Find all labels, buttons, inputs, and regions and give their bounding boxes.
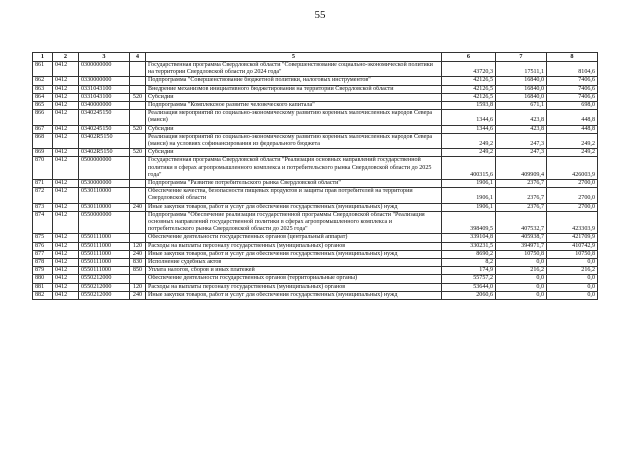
amount-year-1: 8690,2 [442,250,496,258]
table-row [33,180,598,188]
table-row [33,85,598,93]
expense-type-code: 240 [130,250,146,258]
amount-year-1: 1344,6 [442,125,496,133]
item-name: Подпрограмма "Совершенствование бюджетной политики, налоговых инструментов" [146,77,442,85]
item-name: Субсидии [146,93,442,101]
amount-year-2: 423,8 [496,125,547,133]
amount-year-3: 2700,0 [547,188,598,203]
table-row [33,234,598,242]
amount-year-3: 0,0 [547,291,598,299]
section-code: 0412 [53,157,79,180]
target-article-code: 03402R5150 [79,149,130,157]
amount-year-3: 249,2 [547,149,598,157]
amount-year-2: 247,3 [496,133,547,148]
row-number: 868 [33,133,53,148]
amount-year-2: 2376,7 [496,188,547,203]
amount-year-3: 423303,9 [547,211,598,234]
row-number: 878 [33,259,53,267]
section-code: 0412 [53,180,79,188]
amount-year-1: 42126,5 [442,77,496,85]
item-name: Государственная программа Свердловской области "Совершенствование социально-экономической политики на территории Свердловской области до 2024 года" [146,62,442,77]
item-name: Государственная программа Свердловской области "Реализация основных направлений государственной политики в сферах агропромышленного комплекса и потребительского рынка Свердловской области до 2025 года" [146,157,442,180]
target-article-code: 0340000000 [79,102,130,110]
target-article-code: 0330000000 [79,77,130,85]
amount-year-3: 216,2 [547,267,598,275]
item-name: Субсидии [146,149,442,157]
section-code: 0412 [53,133,79,148]
header-cell: 4 [130,53,146,62]
amount-year-1: 1906,1 [442,180,496,188]
section-code: 0412 [53,267,79,275]
item-name: Реализация мероприятий по социально-экономическому развитию коренных малочисленных народов Севера (манси) на условиях софинансирования из федерального бюджета [146,133,442,148]
row-number: 864 [33,93,53,101]
table-row [33,203,598,211]
amount-year-3: 7406,6 [547,85,598,93]
section-code: 0412 [53,211,79,234]
amount-year-3: 698,0 [547,102,598,110]
target-article-code: 0300000000 [79,62,130,77]
section-code: 0412 [53,291,79,299]
amount-year-2: 216,2 [496,267,547,275]
amount-year-1: 43720,3 [442,62,496,77]
row-number: 866 [33,110,53,125]
expense-type-code [130,180,146,188]
table-row [33,62,598,77]
row-number: 881 [33,283,53,291]
table-row [33,188,598,203]
table-header-row [33,53,598,62]
row-number: 873 [33,203,53,211]
header-cell: 5 [146,53,442,62]
amount-year-1: 1344,6 [442,110,496,125]
header-cell: 8 [547,53,598,62]
target-article-code: 0550212000 [79,275,130,283]
table-row [33,133,598,148]
section-code: 0412 [53,125,79,133]
amount-year-2: 407532,7 [496,211,547,234]
item-name: Внедрение механизмов инициативного бюджетирования на территории Свердловской области [146,85,442,93]
target-article-code: 0550111000 [79,242,130,250]
amount-year-1: 339104,8 [442,234,496,242]
target-article-code: 0550111000 [79,250,130,258]
amount-year-1: 249,2 [442,133,496,148]
amount-year-2: 16840,0 [496,77,547,85]
row-number: 865 [33,102,53,110]
amount-year-2: 10750,8 [496,250,547,258]
amount-year-3: 7406,6 [547,93,598,101]
expense-type-code: 120 [130,242,146,250]
table-row [33,102,598,110]
table-row [33,110,598,125]
amount-year-3: 249,2 [547,133,598,148]
section-code: 0412 [53,110,79,125]
section-code: 0412 [53,242,79,250]
table-row [33,149,598,157]
amount-year-1: 8,2 [442,259,496,267]
section-code: 0412 [53,259,79,267]
item-name: Обеспечение деятельности государственных органов (центральный аппарат) [146,234,442,242]
header-cell: 1 [33,53,53,62]
amount-year-2: 671,1 [496,102,547,110]
expense-type-code [130,85,146,93]
expense-type-code: 830 [130,259,146,267]
amount-year-2: 247,3 [496,149,547,157]
expense-type-code [130,211,146,234]
amount-year-2: 0,0 [496,291,547,299]
target-article-code: 0340245150 [79,125,130,133]
section-code: 0412 [53,93,79,101]
row-number: 874 [33,211,53,234]
table-row [33,283,598,291]
section-code: 0412 [53,203,79,211]
item-name: Субсидии [146,125,442,133]
section-code: 0412 [53,234,79,242]
table-row [33,250,598,258]
target-article-code: 0550111000 [79,234,130,242]
item-name: Подпрограмма "Комплексное развитие человеческого капитала" [146,102,442,110]
amount-year-2: 394971,7 [496,242,547,250]
section-code: 0412 [53,283,79,291]
target-article-code: 0331043100 [79,85,130,93]
target-article-code: 0550111000 [79,267,130,275]
item-name: Обеспечение качества, безопасности пищевых продуктов и защиты прав потребителей на территории Свердловской области [146,188,442,203]
row-number: 880 [33,275,53,283]
section-code: 0412 [53,188,79,203]
row-number: 879 [33,267,53,275]
target-article-code: 0530110000 [79,203,130,211]
amount-year-2: 16840,0 [496,93,547,101]
expense-type-code [130,234,146,242]
amount-year-3: 421709,9 [547,234,598,242]
page-number: 55 [314,9,326,21]
amount-year-2: 16840,0 [496,85,547,93]
amount-year-3: 0,0 [547,259,598,267]
amount-year-2: 423,8 [496,110,547,125]
amount-year-2: 405938,7 [496,234,547,242]
item-name: Исполнение судебных актов [146,259,442,267]
item-name: Иные закупки товаров, работ и услуг для обеспечения государственных (муниципальных) нужд [146,291,442,299]
table-row [33,242,598,250]
table-row [33,275,598,283]
item-name: Иные закупки товаров, работ и услуг для обеспечения государственных (муниципальных) нужд [146,250,442,258]
section-code: 0412 [53,102,79,110]
amount-year-3: 426003,9 [547,157,598,180]
amount-year-2: 409909,4 [496,157,547,180]
table-row [33,157,598,180]
amount-year-1: 42126,5 [442,85,496,93]
expense-type-code [130,275,146,283]
item-name: Расходы на выплаты персоналу государственных (муниципальных) органов [146,242,442,250]
amount-year-3: 8104,6 [547,62,598,77]
item-name: Иные закупки товаров, работ и услуг для обеспечения государственных (муниципальных) нужд [146,203,442,211]
budget-table [32,52,598,300]
expense-type-code: 240 [130,291,146,299]
target-article-code: 0550212000 [79,283,130,291]
amount-year-3: 7406,6 [547,77,598,85]
item-name: Уплата налогов, сборов и иных платежей [146,267,442,275]
table-row [33,93,598,101]
table-row [33,77,598,85]
amount-year-2: 2376,7 [496,180,547,188]
expense-type-code [130,102,146,110]
amount-year-2: 0,0 [496,275,547,283]
target-article-code: 0550111000 [79,259,130,267]
header-cell: 2 [53,53,79,62]
expense-type-code [130,188,146,203]
amount-year-1: 2060,6 [442,291,496,299]
item-name: Реализация мероприятий по социально-экономическому развитию коренных малочисленных народов Севера (манси) [146,110,442,125]
expense-type-code [130,133,146,148]
target-article-code: 0550000000 [79,211,130,234]
row-number: 876 [33,242,53,250]
table-row [33,211,598,234]
expense-type-code: 520 [130,125,146,133]
expense-type-code [130,77,146,85]
amount-year-1: 55757,2 [442,275,496,283]
row-number: 870 [33,157,53,180]
header-cell: 6 [442,53,496,62]
amount-year-1: 174,9 [442,267,496,275]
amount-year-2: 0,0 [496,259,547,267]
section-code: 0412 [53,149,79,157]
target-article-code: 0340245150 [79,110,130,125]
amount-year-1: 330231,5 [442,242,496,250]
section-code: 0412 [53,85,79,93]
header-cell: 7 [496,53,547,62]
table-row [33,125,598,133]
expense-type-code [130,110,146,125]
amount-year-3: 448,8 [547,110,598,125]
amount-year-1: 1906,1 [442,188,496,203]
expense-type-code: 520 [130,93,146,101]
item-name: Подпрограмма "Развитие потребительского рынка Свердловской области" [146,180,442,188]
row-number: 869 [33,149,53,157]
expense-type-code: 120 [130,283,146,291]
amount-year-3: 410742,9 [547,242,598,250]
amount-year-1: 42126,5 [442,93,496,101]
target-article-code: 0550212000 [79,291,130,299]
expense-type-code: 240 [130,203,146,211]
section-code: 0412 [53,77,79,85]
amount-year-1: 249,2 [442,149,496,157]
target-article-code: 0530110000 [79,188,130,203]
amount-year-3: 448,8 [547,125,598,133]
target-article-code: 0331043100 [79,93,130,101]
section-code: 0412 [53,275,79,283]
row-number: 875 [33,234,53,242]
row-number: 863 [33,85,53,93]
amount-year-2: 0,0 [496,283,547,291]
expense-type-code: 520 [130,149,146,157]
amount-year-3: 0,0 [547,283,598,291]
table-row [33,259,598,267]
row-number: 877 [33,250,53,258]
amount-year-3: 10750,8 [547,250,598,258]
target-article-code: 0530000000 [79,180,130,188]
table-row [33,291,598,299]
expense-type-code [130,62,146,77]
target-article-code: 03402R5150 [79,133,130,148]
amount-year-1: 1906,1 [442,203,496,211]
amount-year-1: 400315,6 [442,157,496,180]
target-article-code: 0500000000 [79,157,130,180]
row-number: 872 [33,188,53,203]
header-cell: 3 [79,53,130,62]
row-number: 871 [33,180,53,188]
section-code: 0412 [53,250,79,258]
amount-year-2: 2376,7 [496,203,547,211]
table-body [33,62,598,300]
expense-type-code [130,157,146,180]
amount-year-3: 2700,0 [547,180,598,188]
amount-year-2: 17511,1 [496,62,547,77]
table-row [33,267,598,275]
amount-year-1: 398409,5 [442,211,496,234]
row-number: 862 [33,77,53,85]
row-number: 867 [33,125,53,133]
amount-year-3: 2700,0 [547,203,598,211]
row-number: 882 [33,291,53,299]
row-number: 861 [33,62,53,77]
expense-type-code: 850 [130,267,146,275]
item-name: Обеспечение деятельности государственных органов (территориальные органы) [146,275,442,283]
item-name: Подпрограмма "Обеспечение реализации государственной программы Свердловской области "Реализация основных направлений государственной политики в сферах агропромышленного комплекса и потребительского рынка Свердловской области до 2025 года" [146,211,442,234]
amount-year-1: 53644,0 [442,283,496,291]
amount-year-3: 0,0 [547,275,598,283]
item-name: Расходы на выплаты персоналу государственных (муниципальных) органов [146,283,442,291]
section-code: 0412 [53,62,79,77]
amount-year-1: 1593,8 [442,102,496,110]
